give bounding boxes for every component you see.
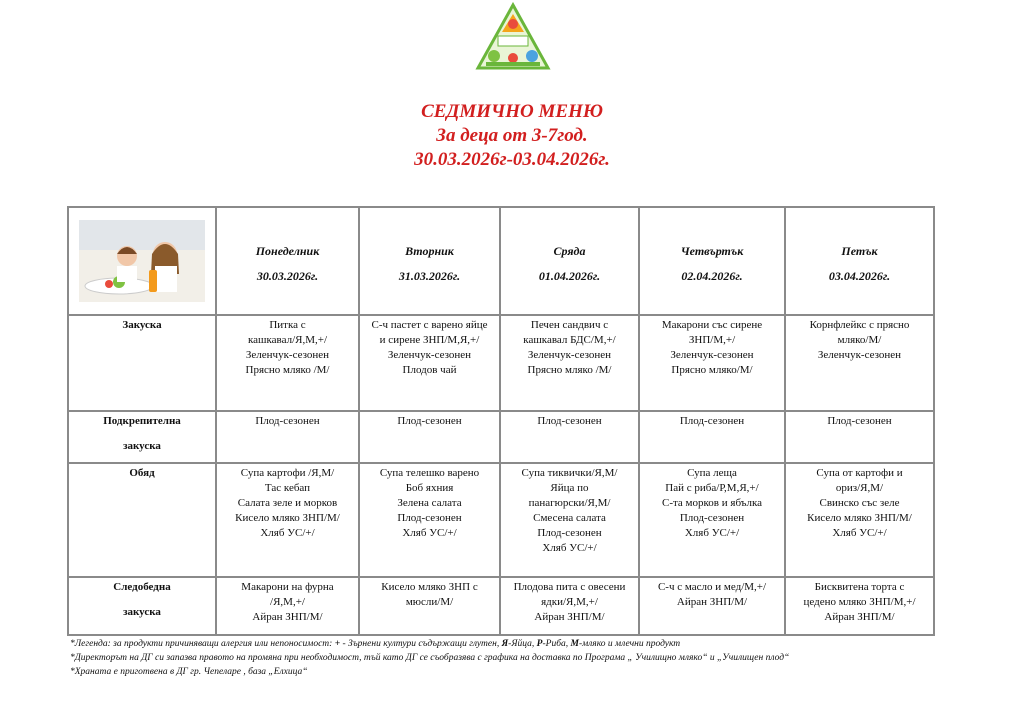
dish-line: /Я,М,+/ [270,596,305,608]
dish-line: Айран ЗНП/М/ [534,611,605,623]
dish-line: Кисело мляко ЗНП/М/ [235,512,340,524]
kindergarten-logo [468,2,558,72]
dish-line: Хляб УС/+/ [684,527,740,539]
dish-line: цедено мляко ЗНП/М,+/ [803,596,916,608]
dish-line: Плод-сезонен [255,415,320,427]
dish-line: ориз/Я,М/ [835,482,884,494]
director-note: *Директорът на ДГ си запазва правото на промяна при необходимост, тъй като ДГ се съобразява с графика на доставка по Програма „ Училищно мляко“ и „Училищен плод“ [70,653,790,663]
dish-line: Зеленчук-сезонен [245,349,330,361]
dish-line: Зеленчук-сезонен [670,349,754,361]
dish-line: Айран ЗНП/М/ [252,611,323,623]
menu-cell [785,577,934,635]
dish-line: Прясно мляко /М/ [245,364,330,376]
table-header-row [68,207,934,315]
dish-line: Плод-сезонен [679,512,745,524]
weekly-menu-table [67,206,935,636]
menu-cell [785,315,934,411]
dish-line: Кисело мляко ЗНП/М/ [807,512,912,524]
dish-line: Смесена салата [533,512,606,524]
dish-line: Зеленчук-сезонен [527,349,612,361]
dish-line: Бисквитена торта с [814,581,905,593]
dish-line: Хляб УС/+/ [260,527,315,539]
dish-line: панагюрски/Я,М/ [528,497,611,509]
menu-cell [359,463,500,577]
footnotes [70,637,970,679]
meal-label-line: Обяд [129,467,155,479]
dish-line: С-та морков и ябълка [661,497,763,509]
dish-line: Прясно мляко /М/ [527,364,612,376]
meal-label-line: Следобедна [113,581,171,593]
menu-cell [500,411,639,463]
menu-cell [639,315,785,411]
day-header: Вторник 31.03.2026г. [359,207,500,315]
menu-cell [216,315,359,411]
dish-line: С-ч пастет с варено яйце [371,319,488,331]
dish-line: Корнфлейкс с прясно [809,319,910,331]
dish-line: Айран ЗНП/М/ [676,596,748,608]
dish-line: Боб яхния [405,482,454,494]
menu-cell [216,411,359,463]
meal-label-line: Подкрепителна [103,415,181,427]
dish-line: Питка с [269,319,306,331]
menu-header [0,100,1024,172]
dish-line: Пай с риба/Р,М,Я,+/ [665,482,759,494]
day-header: Понеделник 30.03.2026г. [216,207,359,315]
meal-row [68,315,934,411]
menu-cell [639,463,785,577]
dish-line: Плод-сезонен [537,415,602,427]
dish-line: ЗНП/М,+/ [688,334,736,346]
dish-line: Супа от картофи и [816,467,903,479]
dish-line: Плод-сезонен [537,527,602,539]
dish-line: кашкавал/Я,М,+/ [247,334,328,346]
dish-line: Супа картофи /Я,М/ [240,467,335,479]
children-eating-photo [79,220,205,302]
meal-label [68,577,216,635]
menu-cell [359,411,500,463]
menu-cell [359,315,500,411]
allergen-legend: *Легенда: за продукти причиняващи алергия или непоносимост: + - Зърнени култури съдържащи глутен, Я-Яйца, Р-Риба, М-мляко и млечни продукт [70,639,681,649]
dish-line: Макарони на фурна [241,581,334,593]
dish-line: Салата зеле и морков [237,497,338,509]
dish-line: Зеленчук-сезонен [817,349,902,361]
meal-row [68,577,934,635]
dish-line: Печен сандвич с [530,319,609,331]
dish-line: ядки/Я,М,+/ [541,596,598,608]
menu-subtitle: За деца от 3-7год. [436,125,588,146]
meal-row [68,411,934,463]
menu-cell [359,577,500,635]
dish-line: Плод-сезонен [397,415,462,427]
menu-cell [500,463,639,577]
meal-row [68,463,934,577]
dish-line: Яйца по [550,482,589,494]
dish-line: Плод-сезонен [679,415,745,427]
menu-cell [216,577,359,635]
meal-label-line: закуска [123,440,161,452]
dish-line: Супа телешко варено [379,467,480,479]
dish-line: Супа тиквички/Я,М/ [521,467,618,479]
dish-line: Зелена салата [397,497,462,509]
menu-cell [785,463,934,577]
photo-cell [68,207,216,315]
dish-line: и сирене ЗНП/М,Я,+/ [379,334,480,346]
dish-line: Плодов чай [402,364,457,376]
dish-line: Зеленчук-сезонен [387,349,472,361]
meal-label [68,315,216,411]
menu-title: СЕДМИЧНО МЕНЮ [421,101,603,122]
meal-label [68,411,216,463]
dish-line: Прясно мляко/М/ [671,364,753,376]
menu-cell [785,411,934,463]
menu-cell [500,577,639,635]
meal-label-line: Закуска [122,319,162,331]
dish-line: Свинско със зеле [819,497,900,509]
dish-line: Хляб УС/+/ [542,542,597,554]
meal-label [68,463,216,577]
dish-line: кашкавал БДС/М,+/ [523,334,616,346]
dish-line: мляко/М/ [837,334,882,346]
dish-line: Макарони със сирене [661,319,763,331]
menu-cell [216,463,359,577]
dish-line: Хляб УС/+/ [832,527,887,539]
menu-cell [639,411,785,463]
menu-cell [500,315,639,411]
meal-label-line: закуска [123,606,161,618]
dish-line: Плодова пита с овесени [513,581,626,593]
kitchen-note: *Храната е приготвена в ДГ гр. Чепеларе , база „Елхица“ [70,667,308,677]
dish-line: Супа леща [687,467,737,479]
day-header: Четвъртък 02.04.2026г. [639,207,785,315]
menu-period: 30.03.2026г-03.04.2026г. [414,149,610,170]
day-header: Сряда 01.04.2026г. [500,207,639,315]
dish-line: Кисело мляко ЗНП с [381,581,478,593]
dish-line: мюсли/М/ [405,596,454,608]
menu-cell [639,577,785,635]
dish-line: Плод-сезонен [397,512,462,524]
dish-line: Тас кебап [264,482,311,494]
dish-line: С-ч с масло и мед/М,+/ [657,581,767,593]
day-header: Петък 03.04.2026г. [785,207,934,315]
dish-line: Айран ЗНП/М/ [824,611,895,623]
dish-line: Хляб УС/+/ [402,527,457,539]
dish-line: Плод-сезонен [827,415,892,427]
